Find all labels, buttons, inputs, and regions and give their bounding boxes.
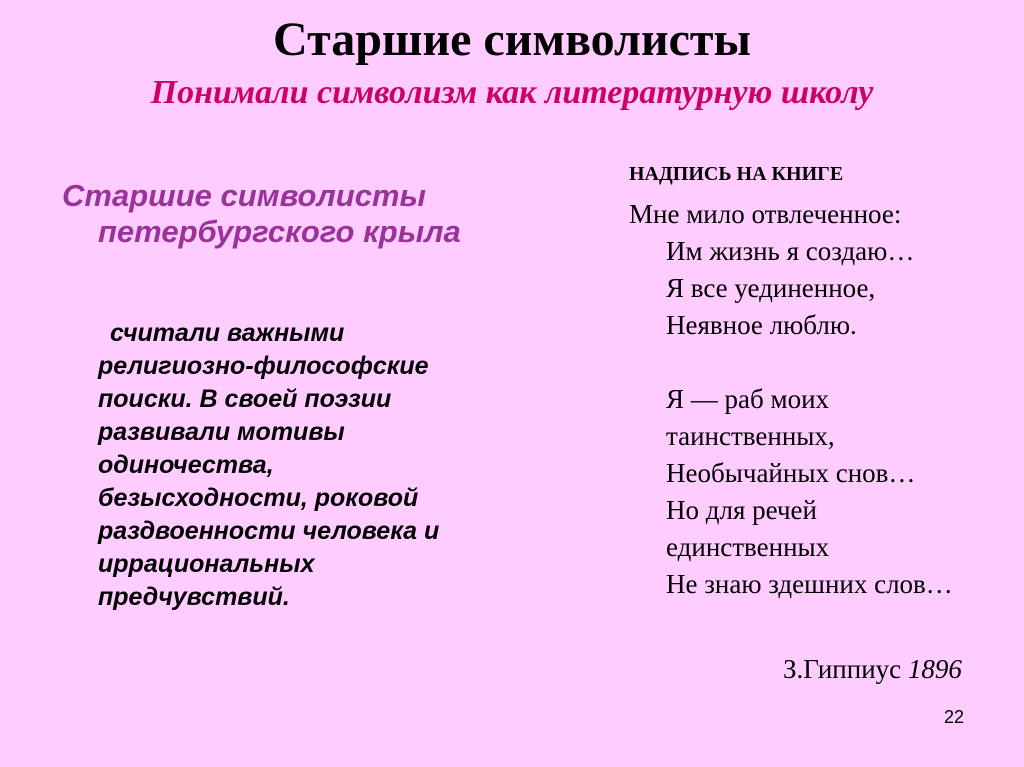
body-line: безысходности, роковой (98, 484, 419, 512)
slide-title: Старшие символисты (273, 13, 751, 66)
body-line: иррациональных (98, 550, 315, 578)
poem-line: Не знаю здешних слов… (666, 569, 953, 599)
poem-line: Мне мило отвлеченное: (629, 199, 902, 229)
body-line: предчувствий. (98, 583, 290, 611)
author-name: З.Гиппиус (783, 654, 902, 684)
body-line: развивали мотивы (98, 418, 345, 446)
body-line: одиночества, (98, 451, 274, 479)
stanza-gap (629, 344, 1024, 381)
poem-line: таинственных, (666, 421, 835, 451)
poem-line: единственных (666, 532, 830, 562)
body-line: религиозно-философские (98, 352, 429, 380)
left-body-text (98, 317, 518, 614)
page-number: 22 (944, 707, 965, 727)
body-line: поиски. В своей поэзии (98, 385, 392, 413)
body-line: раздвоенности человека и (98, 517, 440, 545)
poem-line: Я все уединенное, (666, 273, 876, 303)
poem-line: Я — раб моих (666, 384, 830, 414)
poem-title: НАДПИСЬ НА КНИГЕ (629, 163, 844, 185)
left-heading (62, 178, 522, 250)
poem-line: Неявное люблю. (666, 310, 857, 340)
slide-subtitle: Понимали символизм как литературную школу (150, 74, 874, 111)
poem-line: Но для речей (666, 495, 817, 525)
left-heading-line-2: петербургского крыла (98, 214, 461, 249)
poem-text (629, 196, 1024, 603)
poem-author (783, 652, 962, 686)
body-line: считали важными (110, 319, 345, 347)
poem-line: Им жизнь я создаю… (666, 236, 915, 266)
poem-year: 1896 (907, 654, 962, 684)
left-heading-line-1: Старшие символисты (62, 178, 426, 213)
poem-line: Необычайных снов… (666, 458, 916, 488)
